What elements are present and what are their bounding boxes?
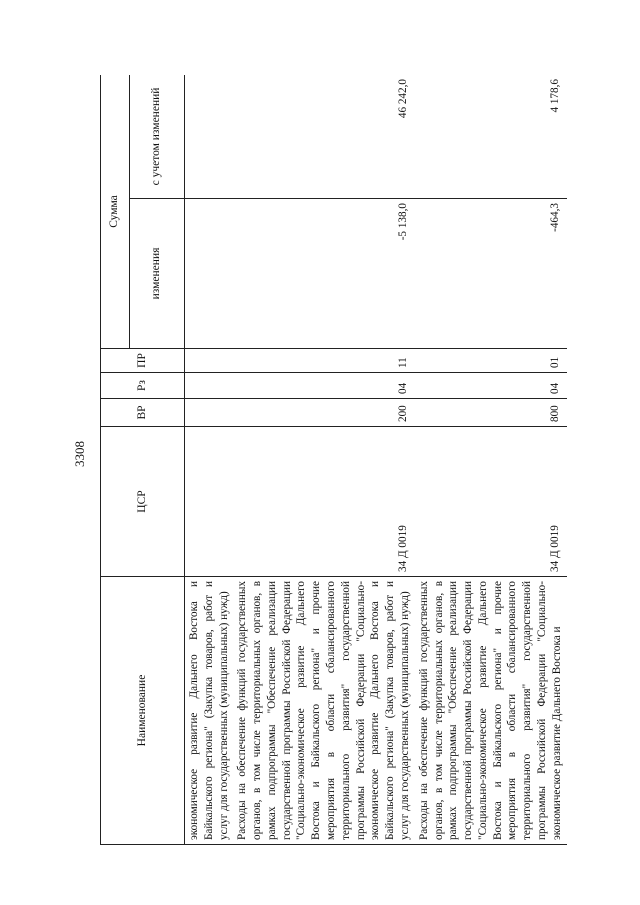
row-rz bbox=[185, 373, 234, 399]
budget-table bbox=[100, 75, 567, 845]
row-csr: 34 Д 0019 bbox=[233, 427, 414, 577]
row-name: Расходы на обеспечение функций государственных органов, в том числе территориальных органов, в рамках подпрограммы "Обеспечение реализации государственной программы Российской Федерации "Социально-экономическое развитие Дальнего Востока и Байкальского региона" и прочие мероприятия в области сбалансированного территориального развития" государственной программы Российской Федерации "Социально-экономическое развитие Дальнего Востока и Байкальского региона" (Закупка товаров, работ и услуг для государственных (муниципальных) нужд) bbox=[233, 577, 414, 845]
header-sum: Сумма bbox=[101, 75, 130, 349]
row-with-changes: 4 178,6 bbox=[415, 75, 567, 199]
row-pr bbox=[185, 349, 234, 373]
row-rz: 04 bbox=[233, 373, 414, 399]
header-name: Наименование bbox=[101, 577, 185, 845]
header-with-changes: с учетом изменений bbox=[130, 75, 185, 199]
row-with-changes: 46 242,0 bbox=[233, 75, 414, 199]
row-name: Расходы на обеспечение функций государственных органов, в том числе территориальных органов, в рамках подпрограммы "Обеспечение реализации государственной программы Российской Федерации "Социально-экономическое развитие Дальнего Востока и Байкальского региона" и прочие мероприятия в области сбалансированного территориального развития" государственной программы Российской Федерации "Социально-экономическое развитие Дальнего Востока и bbox=[415, 577, 567, 845]
row-pr: 01 bbox=[415, 349, 567, 373]
row-change: -464,3 bbox=[415, 199, 567, 349]
page-number bbox=[70, 434, 90, 474]
row-change: -5 138,0 bbox=[233, 199, 414, 349]
header-change: изменения bbox=[130, 199, 185, 349]
row-csr bbox=[185, 427, 234, 577]
document-sheet bbox=[100, 75, 630, 845]
row-vr: 200 bbox=[233, 399, 414, 427]
page-number-text: 3308 bbox=[72, 441, 87, 467]
row-with-changes bbox=[185, 75, 234, 199]
row-vr bbox=[185, 399, 234, 427]
header-rz: Рз bbox=[101, 373, 185, 399]
row-csr: 34 Д 0019 bbox=[415, 427, 567, 577]
row-pr: 11 bbox=[233, 349, 414, 373]
row-name: экономическое развитие Дальнего Востока и Байкальского региона" (Закупка товаров, работ и услуг для государственных (муниципальных) нужд) bbox=[185, 577, 234, 845]
table-header-row-1 bbox=[101, 75, 130, 845]
table-row bbox=[415, 75, 567, 845]
table-row bbox=[233, 75, 414, 845]
table-row bbox=[185, 75, 234, 845]
header-pr: ПР bbox=[101, 349, 185, 373]
row-change bbox=[185, 199, 234, 349]
header-vr: ВР bbox=[101, 399, 185, 427]
row-vr: 800 bbox=[415, 399, 567, 427]
rotated-table-wrapper bbox=[100, 75, 630, 845]
row-rz: 04 bbox=[415, 373, 567, 399]
header-csr: ЦСР bbox=[101, 427, 185, 577]
